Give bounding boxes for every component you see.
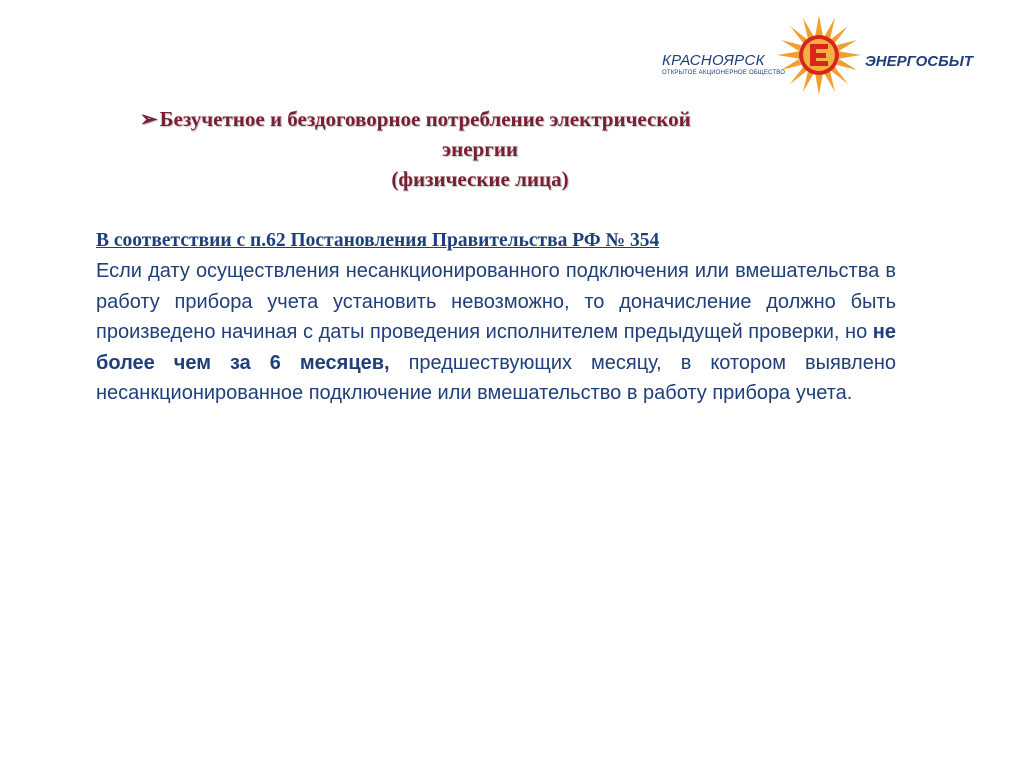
legal-reference-heading: В соответствии с п.62 Постановления Правительства РФ № 354: [96, 230, 660, 251]
title-line-1-text: Безучетное и бездоговорное потребление электрической: [159, 107, 691, 131]
logo-subtitle: ОТКРЫТОЕ АКЦИОНЕРНОЕ ОБЩЕСТВО: [662, 70, 786, 76]
logo-brand-text: ЭНЕРГОСБЫТ: [865, 53, 973, 70]
body-text-part-1: Если дату осуществления несанкционированного подключения или вмешательства в работу прибора учета установить невозможно, то доначисление должно быть произведено начиная с даты проведения исполнителем предыдущей проверки, но: [96, 260, 896, 343]
title-line-3: (физические лица): [391, 167, 569, 191]
sunburst-e-emblem-icon: [774, 14, 864, 96]
title-line-1: [140, 104, 820, 134]
logo-city-block: [662, 52, 786, 76]
slide-content: [96, 230, 896, 409]
body-text-emphasis: не более чем за 6 месяцев,: [96, 321, 896, 374]
company-logo: [662, 14, 992, 96]
bullet-arrow-icon: ➢: [140, 107, 158, 131]
body-paragraph: [96, 256, 896, 409]
title-line-2: энергии: [442, 137, 518, 161]
logo-city-text: КРАСНОЯРСК: [662, 52, 765, 69]
slide-title: [140, 104, 820, 194]
body-text-part-2: предшествующих месяцу, в котором выявлено несанкционированное подключение или вмешательство в работу прибора учета.: [96, 351, 896, 404]
